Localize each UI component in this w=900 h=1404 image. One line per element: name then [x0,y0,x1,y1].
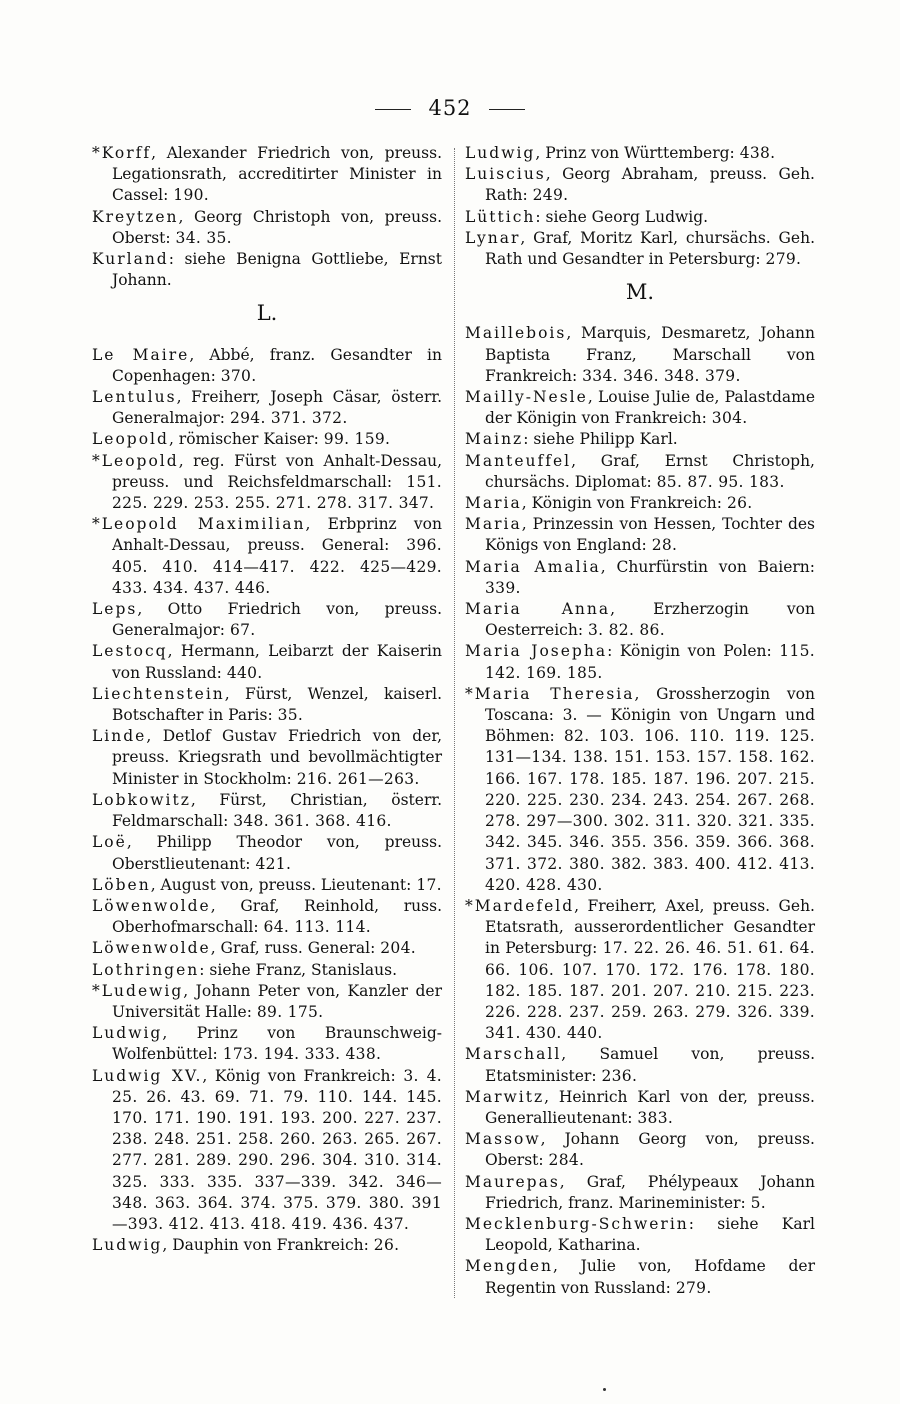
entry-page-refs: 348. 361. 368. 416. [233,812,392,831]
entry-name: Kreytzen [92,207,179,226]
entry-name: Lüttich [465,207,536,226]
column-divider [454,148,455,1298]
entry-name: Lynar [465,228,521,247]
index-entry [465,323,815,387]
entry-description: , Detlof Gustav Friedrich von der, preuss. Kriegsrath und bevollmächtigter Minister in Stockholm: [112,727,442,788]
entry-name: Leopold [92,430,169,449]
entry-name: Manteuffel [465,451,572,470]
entry-name: Maria Josepha [465,642,608,661]
entry-description: , Graf, Moritz Karl, chursächs. Geh. Rath und Gesandter in Petersburg: [485,228,815,269]
entry-page-refs: 3. 4. 25. 26. 43. 69. 71. 79. 110. 144. 145. 170. 171. 190. 191. 193. 200. 227. 237. 238. 248. 251. 258. 260. 263. 265. 267. 277. 281. 289. 290. 296. 304. 310. 314. 325. 333. 335. 337—339. 342. 346—348. 363. 364. 374. 375. 379. 380. 391—393. 412. 413. 418. 419. 436. 437. [112,1066,442,1233]
entry-page-refs: 204. [380,939,416,958]
entry-page-refs: 294. 371. 372. [229,409,348,428]
index-entry [92,207,442,249]
entry-page-refs: 279. [675,1278,712,1297]
index-entry [92,1023,442,1065]
entry-name: *Maria Theresia [465,684,635,703]
entry-description: : siehe Georg Ludwig. [535,207,709,226]
entry-description: , Otto Friedrich von, preuss. Generalmajor: [112,600,442,640]
index-entry [92,599,442,641]
entry-description: , Fürst, Christian, österr. Feldmarschall: [112,790,442,831]
entry-description: , Hermann, Leibarzt der Kaiserin von Russland: [112,642,442,682]
entry-page-refs: 3. 82. 86. [588,621,665,640]
entry-page-refs: 383. [637,1108,674,1127]
entry-page-refs: 26. [373,1236,400,1255]
entry-name: Mengden [465,1257,554,1276]
index-entry [92,249,442,291]
entry-description: , Churfürstin von Baiern: [600,557,815,576]
entry-page-refs: 151. 225. 229. 253. 255. 271. 278. 317. 347. [112,472,442,513]
entry-description: , Johann Peter von, Kanzler der Universität Halle: [112,981,442,1021]
entry-name: Luiscius [465,165,546,184]
header-rule-left [375,109,411,110]
entry-description: , Prinz von Württemberg: [535,144,740,162]
page-header [0,96,900,120]
entry-name: *Mardefeld [465,896,575,915]
entry-description: , Graf, Ernst Christoph, chursächs. Diplomat: [485,451,815,491]
entry-description: , Freiherr, Axel, preuss. Geh. Etatsrath, ausserordentlicher Gesandter in Petersburg: [485,896,815,958]
entry-name: Maria Anna [465,600,611,619]
entry-name: Marwitz [465,1087,545,1106]
entry-name: Ludwig [92,1024,163,1043]
entry-page-refs: 216. 261—263. [296,769,420,788]
entry-description: , Abbé, franz. Gesandter in Copenhagen: [112,345,442,385]
entry-description: , Philipp Theodor von, preuss. Oberstlieutenant: [112,833,442,873]
right-entries-l [465,143,815,270]
section-heading-l: L. [256,301,278,326]
page-number: 452 [428,96,472,120]
index-entry [92,875,442,896]
index-entry [465,896,815,1044]
entry-name: Le Maire [92,345,190,364]
entry-page-refs: 28. [651,536,678,555]
entry-name: Maurepas [465,1172,560,1191]
index-entry [465,429,815,450]
entry-name: Mainz [465,430,524,449]
entry-page-refs: 89. 175. [256,1002,324,1021]
index-entry [92,143,442,207]
index-entry [465,493,815,514]
entry-description: , Erzherzogin von Oesterreich: [485,600,815,640]
entry-description: , Johann Georg von, preuss. Oberst: [485,1130,815,1170]
entry-description: : siehe Benigna Gottliebe, Ernst Johann. [112,250,442,290]
index-entry [92,387,442,429]
entry-name: Lobkowitz [92,790,191,809]
entry-page-refs: 115. 142. 169. 185. [485,642,815,682]
entry-name: Kurland [92,250,169,269]
index-entry [92,790,442,832]
index-entry [465,684,815,896]
left-column [92,143,442,1256]
left-entries-k [92,143,442,291]
entry-name: Ludwig XV. [92,1066,203,1085]
index-entry [465,228,815,270]
index-entry [92,1235,442,1256]
index-entry [465,164,815,206]
entry-page-refs: 17. [416,875,442,894]
entry-page-refs: 64. 113. 114. [263,918,371,937]
entry-description: , Graf, russ. General: [210,939,381,958]
index-entry [92,684,442,726]
entry-name: Lentulus [92,388,177,407]
entry-page-refs: 17. 22. 26. 46. 51. 61. 64. 66. 106. 107. 170. 172. 176. 178. 180. 182. 185. 187. 201. 207. 210. 215. 223. 226. 228. 237. 259. 263. 279. 326. 339. 341. 430. 440. [485,939,815,1043]
entry-name: Mailly-Nesle [465,388,588,407]
entry-description: , König von Frankreich: [202,1066,404,1085]
right-entries-m [465,323,815,1298]
index-entry [92,429,442,450]
entry-page-refs: 190. [173,186,210,205]
left-entries-l [92,345,442,1257]
entry-description: , Graf, Phélypeaux Johann Friedrich, franz. Marineminister: [485,1172,815,1212]
index-entry [92,960,442,981]
entry-description: , Freiherr, Joseph Cäsar, österr. Generalmajor: [112,388,442,428]
entry-description: , Marquis, Desmaretz, Johann Baptista Franz, Marschall von Frankreich: [485,324,815,385]
entry-name: Marschall [465,1045,562,1064]
entry-description: , Grossherzogin von Toscana: 3. — Königin von Ungarn und Böhmen: [485,684,815,746]
entry-page-refs: 99. 159. [323,430,391,449]
entry-page-refs: 35. [277,706,304,725]
index-entry [465,1172,815,1214]
entry-name: Maria Amalia [465,557,601,576]
entry-name: *Leopold Maximilian [92,515,306,534]
entry-name: *Leopold [92,451,179,470]
entry-description: , Erbprinz von Anhalt-Dessau, preuss. General: [112,515,442,555]
entry-page-refs: 249. [532,186,569,205]
index-entry [92,726,442,790]
entry-page-refs: 26. [726,494,753,513]
entry-name: Löwenwolde [92,939,211,958]
entry-description: , Alexander Friedrich von, preuss. Legationsrath, accreditirter Minister in Cassel: [112,144,442,205]
entry-name: Mecklenburg-Schwerin [465,1214,689,1233]
entry-page-refs: 236. [601,1066,638,1085]
entry-description: : siehe Franz, Stanislaus. [199,960,398,979]
entry-page-refs: 82. 103. 106. 110. 119. 125. 131—134. 138. 151. 153. 157. 158. 162. 166. 167. 178. 185. 187. 196. 207. 215. 220. 225. 230. 234. 243. 254. 267. 268. 278. 297—300. 302. 311. 320. 321. 335. 342. 345. 346. 355. 356. 359. 366. 368. 371. 372. 380. 382. 383. 400. 412. 413. 420. 428. 430. [485,727,815,894]
entry-name: Lothringen [92,960,200,979]
entry-name: Maria [465,515,522,534]
entry-page-refs: 85. 87. 95. 183. [656,472,785,491]
entry-page-refs: 304. [711,409,748,428]
entry-description: , August von, preuss. Lieutenant: [150,875,417,894]
index-entry [92,1066,442,1236]
entry-page-refs: 5. [750,1193,767,1212]
entry-description: , Georg Abraham, preuss. Geh. Rath: [485,165,815,205]
entry-page-refs: 339. [485,578,521,597]
entry-name: *Korff [92,144,152,162]
entry-page-refs: 284. [548,1151,585,1170]
right-column [465,143,815,1299]
entry-page-refs: 396. 405. 410. 414—417. 422. 425—429. 433. 434. 437. 446. [112,536,442,597]
entry-page-refs: 34. 35. [175,228,232,247]
index-entry [465,641,815,683]
entry-name: Linde [92,727,147,746]
index-entry [92,938,442,959]
entry-description: , Prinz von Braunschweig-Wolfenbüttel: [112,1024,442,1064]
index-entry [465,387,815,429]
entry-description: , Graf, Reinhold, russ. Oberhofmarschall: [112,896,442,937]
entry-page-refs: 438. [739,144,776,162]
entry-description: , römischer Kaiser: [168,430,324,449]
entry-description: : siehe Philipp Karl. [523,430,678,449]
entry-page-refs: 279. [765,250,802,269]
entry-description: , Prinzessin von Hessen, Tochter des Königs von England: [485,515,815,555]
header-rule-right [489,109,525,110]
entry-name: Löben [92,875,151,894]
index-entry [465,557,815,599]
entry-description: : Königin von Polen: [607,642,780,661]
index-entry [465,599,815,641]
entry-name: Ludwig [92,1236,163,1255]
entry-description: , Königin von Frankreich: [521,494,727,513]
entry-page-refs: 370. [220,366,257,385]
entry-name: Liechtenstein [92,684,225,703]
entry-name: Loë [92,833,127,852]
entry-name: Lestocq [92,642,168,661]
ink-speck [603,1388,606,1391]
entry-name: Maria [465,494,522,513]
entry-description: , reg. Fürst von Anhalt-Dessau, preuss. und Reichsfeldmarschall: [112,451,442,491]
index-entry [92,514,442,599]
entry-name: Leps [92,600,138,619]
entry-page-refs: 173. 194. 333. 438. [222,1045,382,1064]
index-entry [92,832,442,874]
entry-name: Ludwig [465,144,536,162]
entry-name: Massow [465,1130,541,1149]
index-entry [465,1256,815,1298]
entry-page-refs: 334. 346. 348. 379. [582,366,741,385]
entry-description: , Georg Christoph von, preuss. Oberst: [112,207,442,247]
index-entry [465,1129,815,1171]
index-entry [92,981,442,1023]
index-entry [92,451,442,515]
entry-description: , Heinrich Karl von der, preuss. Generallieutenant: [485,1087,815,1127]
entry-description: , Julie von, Hofdame der Regentin von Russland: [485,1257,815,1297]
entry-description: , Fürst, Wenzel, kaiserl. Botschafter in Paris: [112,684,442,725]
entry-page-refs: 440. [226,663,263,682]
entry-description: : siehe Karl Leopold, Katharina. [485,1214,815,1255]
index-entry [465,207,815,228]
index-entry [465,1044,815,1086]
entry-page-refs: 421. [255,854,292,873]
entry-name: Löwenwolde [92,896,211,915]
section-heading-m: M. [625,280,655,305]
index-entry [92,641,442,683]
entry-name: *Ludewig [92,981,184,1000]
index-entry [465,1214,815,1256]
entry-description: , Louise Julie de, Palastdame der Königin von Frankreich: [485,388,815,428]
entry-description: , Samuel von, preuss. Etatsminister: [485,1045,815,1085]
index-entry [465,1087,815,1129]
index-entry [465,451,815,493]
index-entry [465,143,815,164]
index-entry [92,345,442,387]
index-entry [465,514,815,556]
entry-name: Maillebois [465,324,567,343]
entry-page-refs: 67. [229,621,256,640]
entry-description: , Dauphin von Frankreich: [162,1236,374,1255]
index-entry [92,896,442,938]
